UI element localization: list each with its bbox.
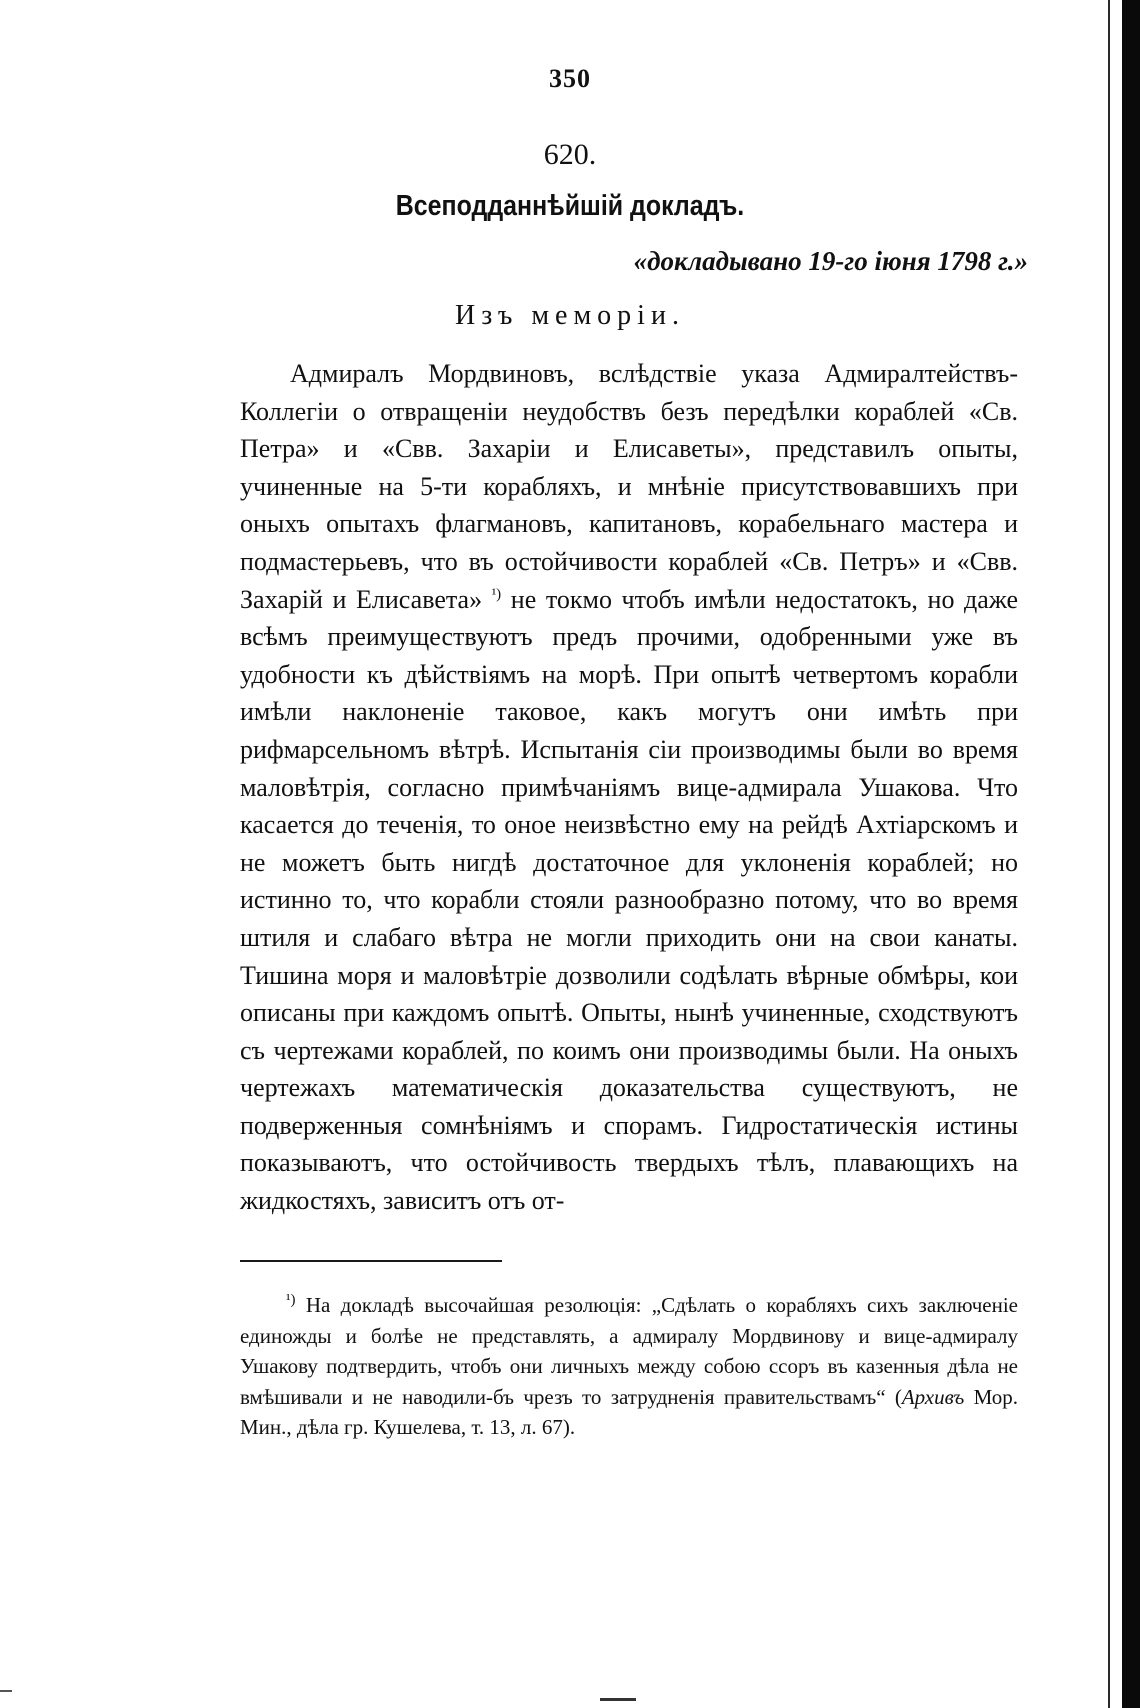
footnote-marker: ¹) (286, 1292, 296, 1308)
footnote-reference: ¹) (491, 585, 502, 602)
footnote (240, 1290, 1018, 1443)
main-text-paragraph (240, 355, 1018, 1220)
footnote-source-reference: Мор. Мин., дѣла гр. Кушелева, т. 13, л. 67). (240, 1384, 1018, 1439)
scan-edge-line (1108, 0, 1110, 1708)
report-date: «докладывано 19-го іюня 1798 г.» (633, 246, 1028, 276)
page-number: 350 (549, 64, 591, 93)
scan-artifact-left (0, 1690, 12, 1692)
main-text-part-2: не токмо чтобъ имѣли недостатокъ, но даже всѣмъ преимуществуютъ предъ прочими, одобренными уже въ удобности къ дѣйствіямъ на морѣ. При опытѣ четвертомъ корабли имѣли наклоненіе таковое, какъ могутъ они имѣть при рифмарсельномъ вѣтрѣ. Испытанія сіи производимы были во время маловѣтрія, согласно примѣчаніямъ вице-адмирала Ушакова. Что касается до теченія, то оное неизвѣстно ему на рейдѣ Ахтіарскомъ и не можетъ быть нигдѣ достаточное для уклоненія кораблей; но истинно то, что корабли стояли разнообразно потому, что во время штиля и слабаго вѣтра не могли приходить они на свои канаты. Тишина моря и маловѣтріе дозволили содѣлать вѣрные обмѣры, кои описаны при каждомъ опытѣ. Опыты, нынѣ учиненные, сходствуютъ съ чертежами кораблей, по коимъ они производимы были. На оныхъ чертежахъ математическія доказательства существуютъ, не подверженныя сомнѣніямъ и спорамъ. Гидростатическія истины показываютъ, что остойчивость твердыхъ тѣлъ, плавающихъ на жидкостяхъ, зависитъ отъ от- (240, 584, 1018, 1216)
footnote-divider (240, 1260, 502, 1262)
footnote-text: На докладѣ высочайшая резолюція: „Сдѣлать о корабляхъ сихъ заключеніе единожды и болѣе не представлять, а адмиралу Мордвинову и вице-адмиралу Ушакову подтвердить, чтобъ они личныхъ между собою ссоръ въ казенныя дѣла не вмѣшивали и не наводили-бъ чрезъ то затрудненія правительствамъ“ ( (240, 1293, 1018, 1409)
footnote-source-archive: Архивъ (901, 1384, 965, 1409)
scan-edge-shadow (1122, 0, 1140, 1708)
document-title: Всеподданнѣйшій докладъ. (395, 190, 745, 222)
section-heading: Изъ меморіи. (455, 300, 685, 331)
main-text-part-1: Адмиралъ Мордвиновъ, вслѣдствіе указа Адмиралтействъ-Коллегіи о отвращеніи неудобствъ безъ передѣлки кораблей «Св. Петра» и «Свв. Захаріи и Елисаветы», представилъ опыты, учиненные на 5-ти корабляхъ, и мнѣніе присутствовавшихъ при оныхъ опытахъ флагмановъ, капитановъ, корабельнаго мастера и подмастерьевъ, что въ остойчивости кораблей «Св. Петръ» и «Свв. Захарій и Елисавета» (240, 359, 1018, 614)
scan-artifact-mark (600, 1698, 636, 1701)
document-number: 620. (543, 138, 597, 171)
